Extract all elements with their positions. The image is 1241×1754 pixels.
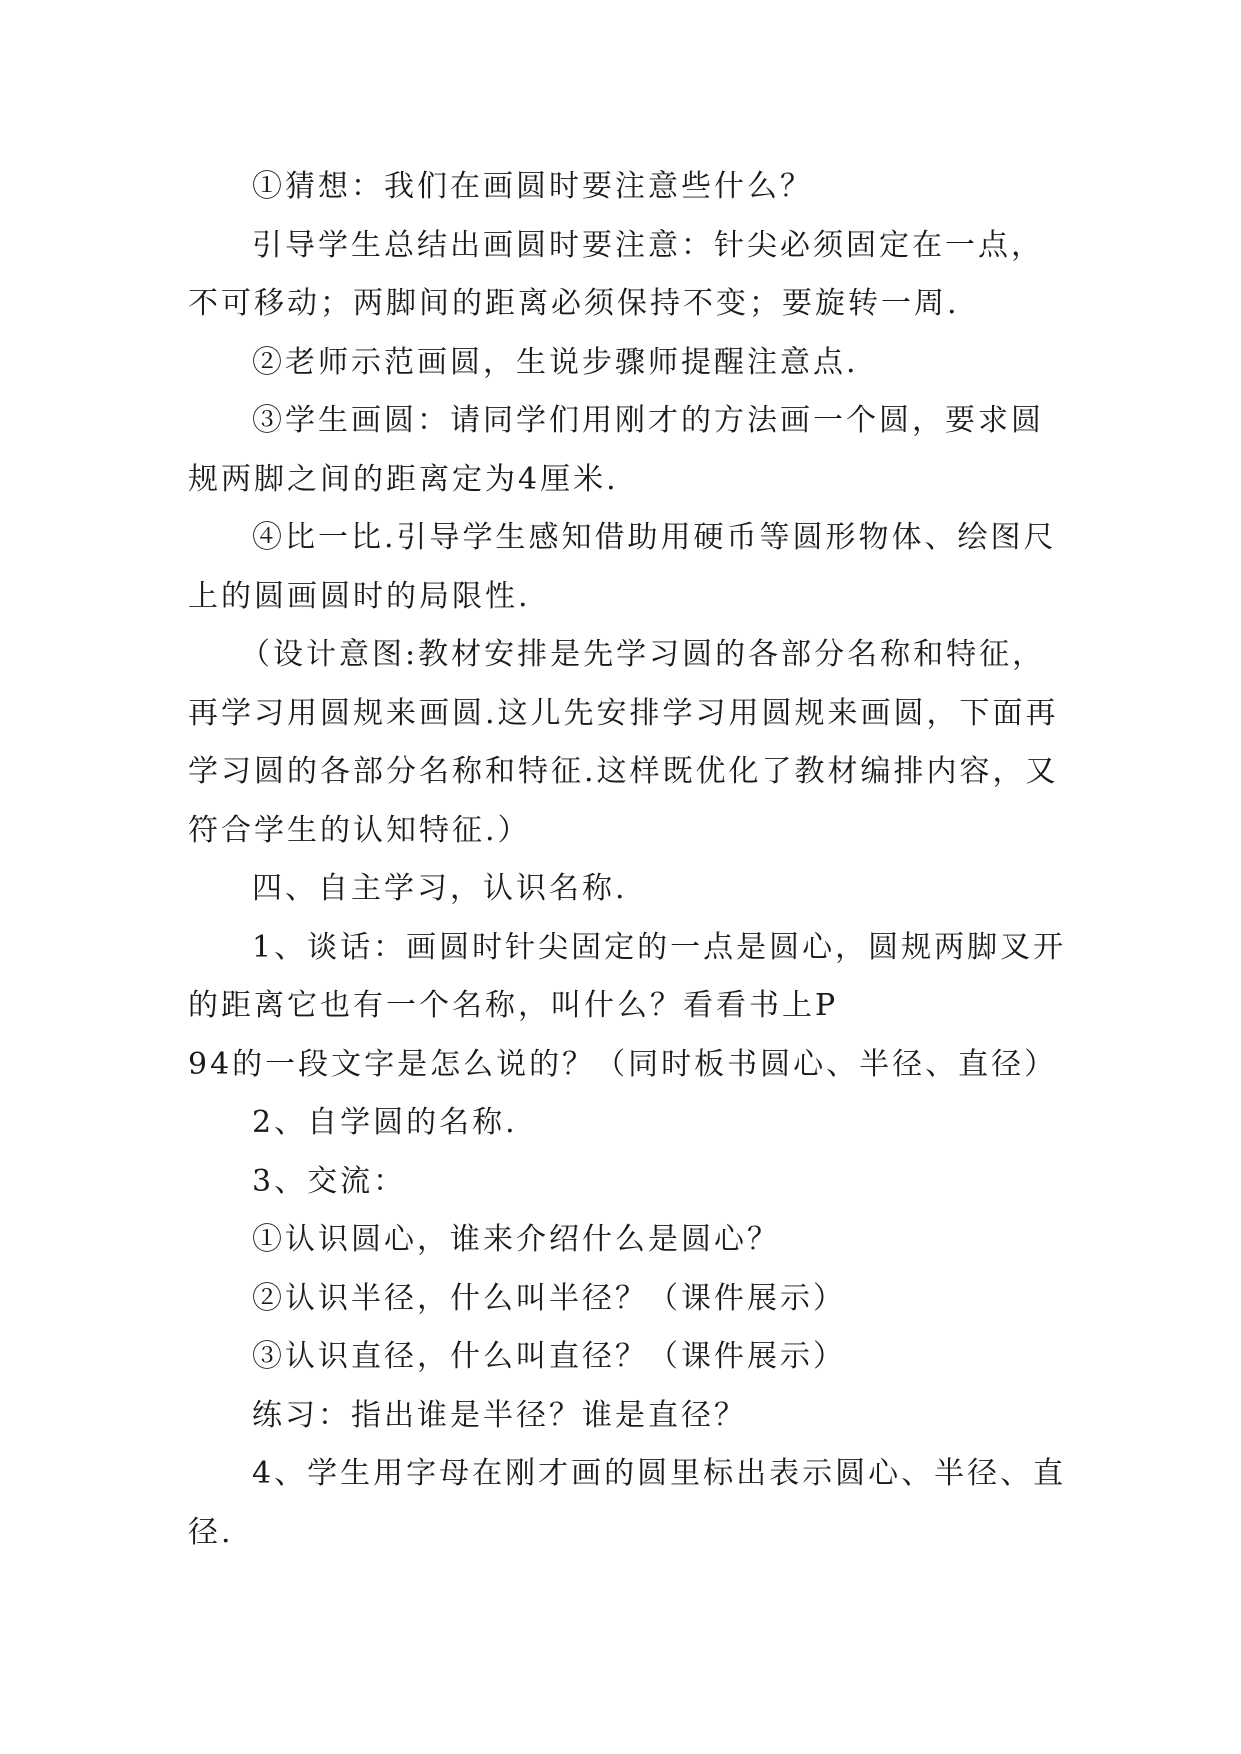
paragraph-practice: 练习：指出谁是半径？谁是直径？ (252, 1397, 747, 1433)
paragraph-compare: ④比一比.引导学生感知借助用硬币等圆形物体、绘图尺上的圆画圆时的局限性. (188, 520, 1057, 614)
paragraph-demo: ②老师示范画圆，生说步骤师提醒注意点. (252, 344, 859, 380)
paragraph-summary: 引导学生总结出画圆时要注意：针尖必须固定在一点，不可移动；两脚间的距离必须保持不变；要旋转一周. (188, 227, 1044, 321)
paragraph-guess: ①猜想：我们在画圆时要注意些什么？ (252, 169, 813, 204)
paragraph-book-reference: 94的一段文字是怎么说的？（同时板书圆心、半径、直径） (188, 1046, 1058, 1082)
paragraph-self-study: 2、自学圆的名称. (252, 1105, 518, 1140)
paragraph-diameter: ③认识直径，什么叫直径？（课件展示） (252, 1339, 846, 1374)
section-heading-four: 四、自主学习，认识名称. (252, 871, 628, 906)
paragraph-talk: 1、谈话：画圆时针尖固定的一点是圆心，圆规两脚叉开的距离它也有一个名称，叫什么？看看书上P (188, 929, 1067, 1023)
document-body (188, 158, 1068, 1562)
paragraph-design-intent: （设计意图:教材安排是先学习圆的各部分名称和特征，再学习用圆规来画圆.这儿先安排学习用圆规来画圆，下面再学习圆的各部分名称和特征.这样既优化了教材编排内容，又符合学生的认知特征.） (188, 637, 1059, 848)
paragraph-student-draw: ③学生画圆：请同学们用刚才的方法画一个圆，要求圆规两脚之间的距离定为4厘米. (188, 403, 1044, 497)
paragraph-center: ①认识圆心，谁来介绍什么是圆心？ (252, 1222, 780, 1257)
paragraph-radius: ②认识半径，什么叫半径？（课件展示） (252, 1280, 846, 1316)
paragraph-exchange: 3、交流： (252, 1163, 407, 1199)
paragraph-label: 4、学生用字母在刚才画的圆里标出表示圆心、半径、直径. (188, 1456, 1067, 1550)
